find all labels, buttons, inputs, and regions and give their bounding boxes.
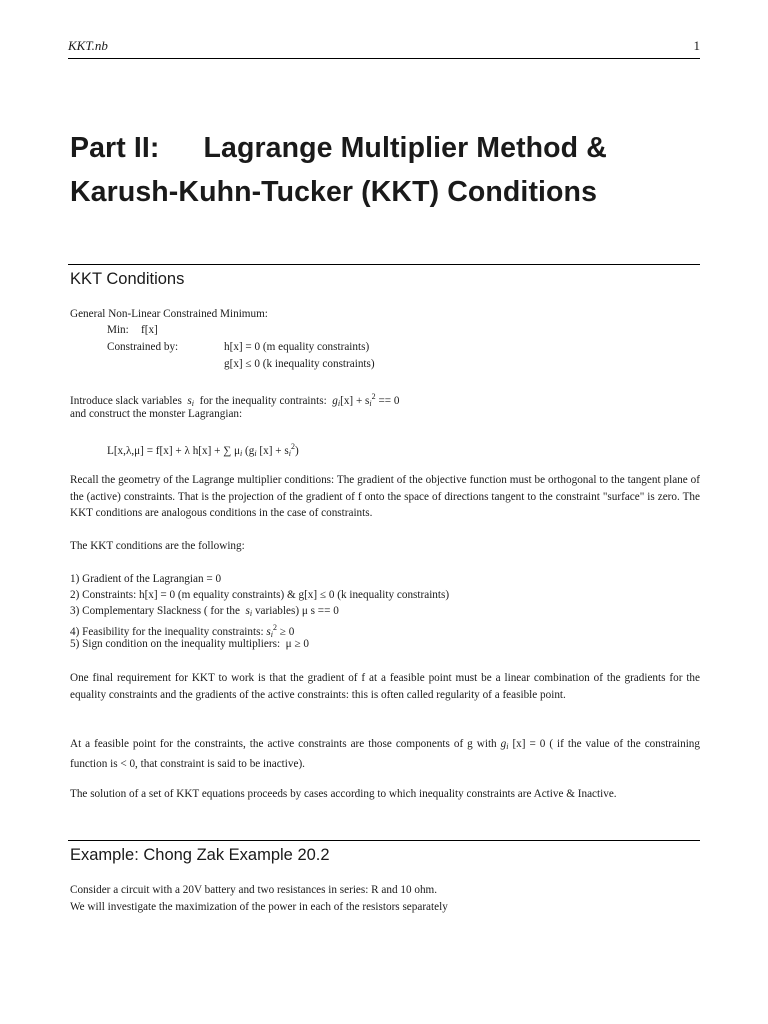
section-rule [68, 264, 700, 265]
min-value: f[x] [141, 324, 158, 336]
min-label: Min: [107, 324, 129, 336]
title-part: Part II: [70, 132, 160, 164]
section-rule-2 [68, 840, 700, 841]
regularity-paragraph: One final requirement for KKT to work is that the gradient of f at a feasible point must be a linear combination of the gradients for the equality constraints and the gradients of the active constraints: this is often called regularity of a feasible point. [70, 672, 700, 701]
intro-text: General Non-Linear Constrained Minimum: [70, 308, 268, 320]
construct-text: and construct the monster Lagrangian: [70, 408, 243, 420]
condition-3: 3) Complementary Slackness ( for the $s_i$ variables) μ s == 0 [70, 605, 339, 618]
condition-4: 4) Feasibility for the inequality constraints: $s_i^2 \ge 0$ [70, 623, 295, 639]
active-paragraph: At a feasible point for the constraints, the active constraints are those components of g with $g_i$ [x] = 0 ( if the value of the constraining function is < 0, that constraint is said to be inactive). [70, 738, 700, 770]
section-heading-example: Example: Chong Zak Example 20.2 [70, 846, 330, 864]
solution-paragraph: The solution of a set of KKT equations proceeds by cases according to which inequality constraints are Active & Inactive. [70, 788, 617, 800]
header-filename: KKT.nb [68, 38, 108, 53]
header-rule [68, 58, 700, 59]
constraint-equality: h[x] = 0 (m equality constraints) [224, 341, 370, 353]
example-line-1: Consider a circuit with a 20V battery and two resistances in series: R and 10 ohm. [70, 884, 438, 896]
header-page-number: 1 [693, 38, 700, 53]
lagrangian-formula: L[x,λ,μ] = f[x] + λ h[x] + ∑ $\mu_i$ ($g_i$ $[x] + s_i^2$) [107, 442, 299, 458]
geometry-paragraph: Recall the geometry of the Lagrange multiplier conditions: The gradient of the objective function must be orthogonal to the tangent plane of the (active) constraints. That is the projection of the gradient of f onto the space of directions tangent to the constraint "surface" is zero. The KKT conditions are analogous conditions in the case of constraints. [70, 474, 700, 519]
conditions-intro: The KKT conditions are the following: [70, 540, 245, 552]
title-line-2: Karush-Kuhn-Tucker (KKT) Conditions [70, 176, 598, 208]
section-heading-kkt: KKT Conditions [70, 270, 185, 288]
condition-1: 1) Gradient of the Lagrangian = 0 [70, 573, 222, 585]
constrained-label: Constrained by: [107, 341, 179, 353]
condition-2: 2) Constraints: h[x] = 0 (m equality constraints) & g[x] ≤ 0 (k inequality constraints) [70, 589, 450, 601]
title-line1-rest: Lagrange Multiplier Method & [203, 132, 607, 164]
title-line-1 [70, 132, 607, 165]
condition-5: 5) Sign condition on the inequality multipliers: μ ≥ 0 [70, 638, 309, 650]
slack-line: Introduce slack variables $s_i$ for the inequality contraints: $g_i[x] + s_i^2 == 0$ [70, 392, 400, 408]
constraint-inequality: g[x] ≤ 0 (k inequality constraints) [224, 358, 375, 370]
example-line-2: We will investigate the maximization of the power in each of the resistors separately [70, 901, 448, 913]
